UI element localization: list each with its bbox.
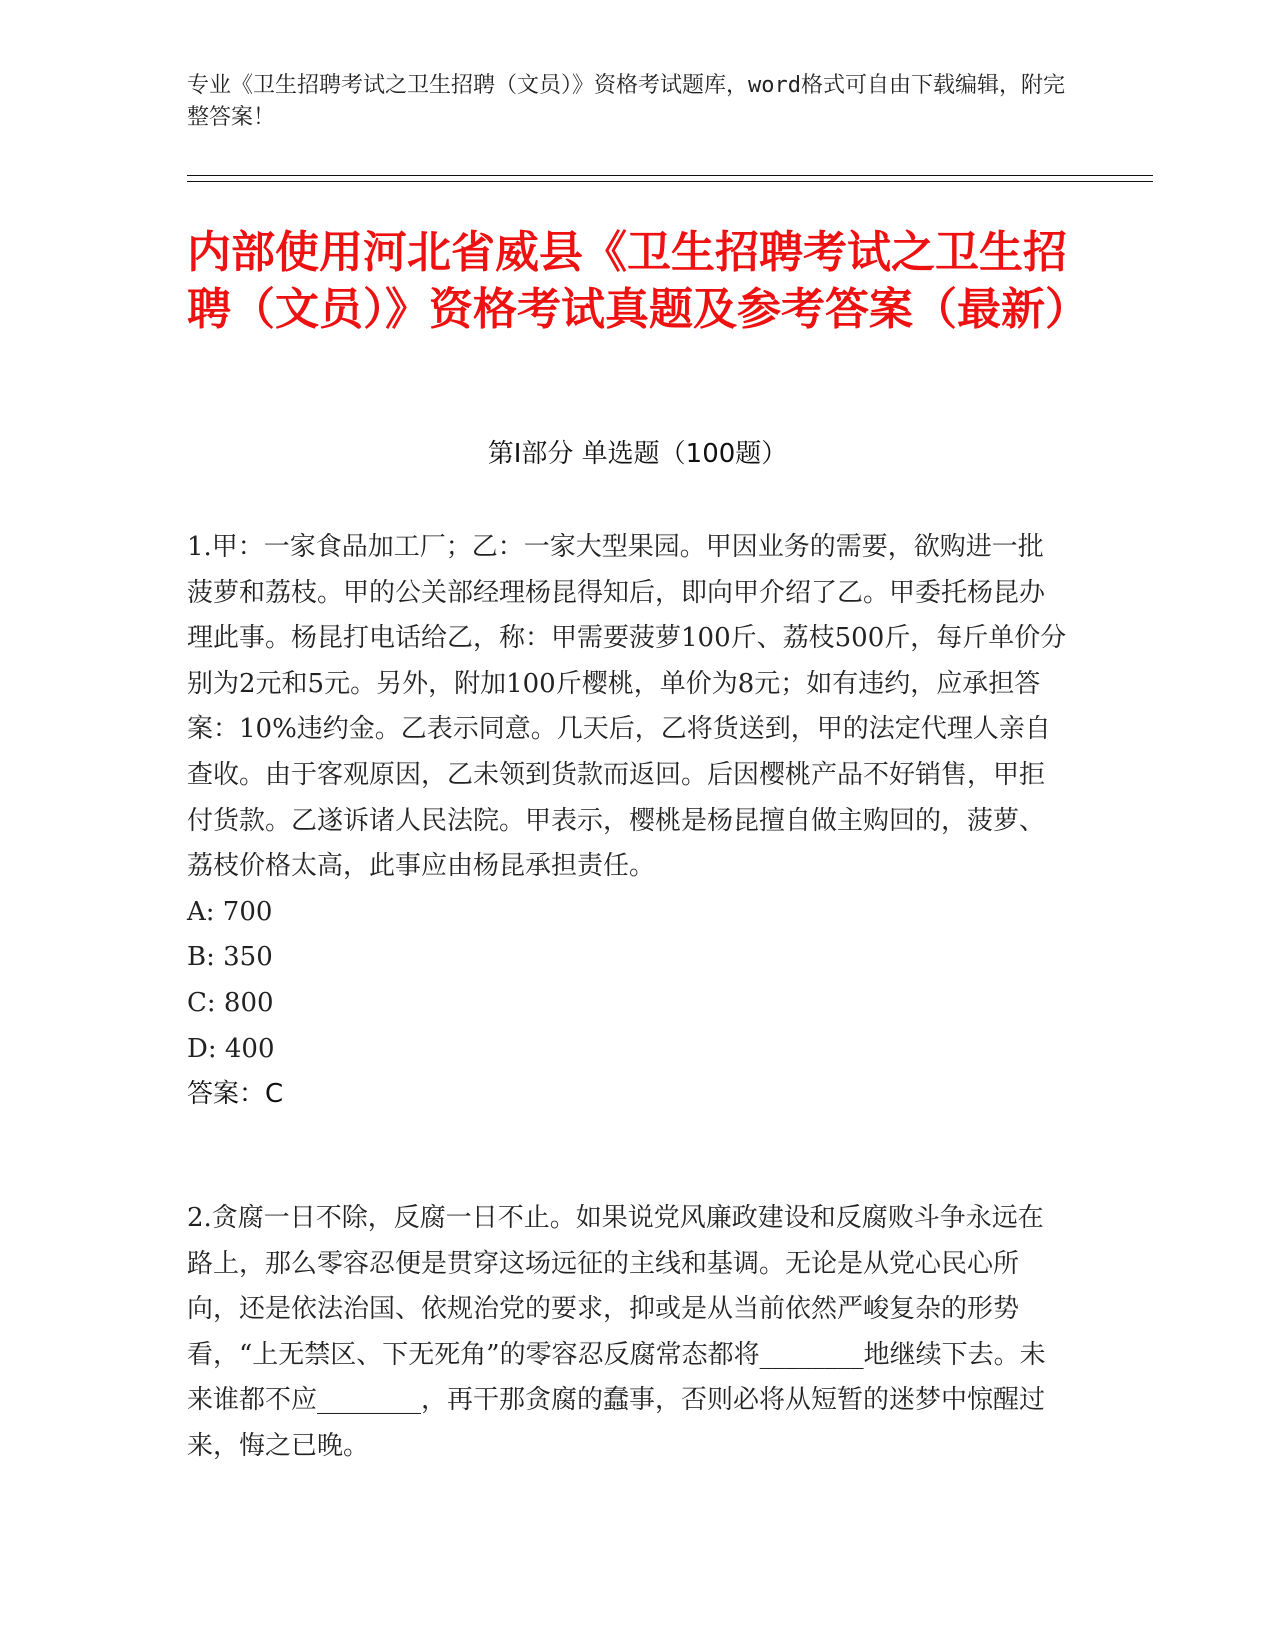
header-divider-bottom	[187, 181, 1153, 182]
question-1-stem: 1.甲：一家食品加工厂；乙：一家大型果园。甲因业务的需要，欲购进一批菠萝和荔枝。甲的公关部经理杨昆得知后，即向甲介绍了乙。甲委托杨昆办理此事。杨昆打电话给乙，称：甲需要菠萝100斤、荔枝500斤，每斤单价分别为2元和5元。另外，附加100斤樱桃，单价为8元；如有违约，应承担答案：10%违约金。乙表示同意。几天后，乙将货送到，甲的法定代理人亲自查收。由于客观原因，乙未领到货款而返回。后因樱桃产品不好销售，甲拒付货款。乙遂诉诸人民法院。甲表示，樱桃是杨昆擅自做主购回的，菠萝、荔枝价格太高，此事应由杨昆承担责任。	[187, 532, 1067, 882]
header-divider-top	[187, 175, 1153, 176]
question-1-answer: 答案：C	[187, 1079, 284, 1110]
question-2-stem: 2.贪腐一日不除，反腐一日不止。如果说党风廉政建设和反腐败斗争永远在路上，那么零容忍便是贯穿这场远征的主线和基调。无论是从党心民心所向，还是依法治国、依规治党的要求，抑或是从当前依然严峻复杂的形势看，“上无禁区、下无死角”的零容忍反腐常态都将________地继续下去。未来谁都不应________，再干那贪腐的蠢事，否则必将从短暂的迷梦中惊醒过来，悔之已晚。	[187, 1203, 1046, 1461]
question-1-option-d: D: 400	[187, 1033, 275, 1064]
question-1-option-b: B: 350	[187, 942, 273, 973]
question-1-option-c: C: 800	[187, 987, 274, 1018]
document-title: 内部使用河北省威县《卫生招聘考试之卫生招聘（文员）》资格考试真题及参考答案（最新）	[187, 227, 1089, 335]
question-1	[187, 525, 1067, 1118]
question-1-option-a: A: 700	[187, 896, 273, 927]
header-note: 专业《卫生招聘考试之卫生招聘（文员）》资格考试题库，word格式可自由下载编辑，附完整答案！	[187, 73, 1065, 130]
question-2	[187, 1196, 1067, 1470]
section-heading: 第I部分 单选题（100题）	[487, 439, 788, 469]
